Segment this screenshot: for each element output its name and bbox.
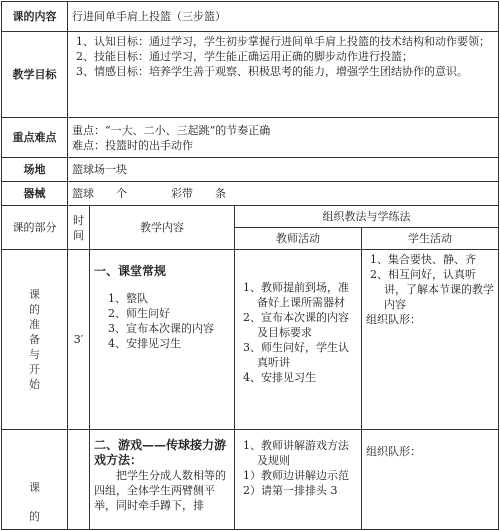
content-item: 4、安排见习生 (108, 337, 181, 350)
value-keypoints (68, 118, 499, 158)
student-item: 1、集合要快、静、齐 (370, 253, 476, 266)
section-title: 二、游戏——传球接力游戏方法： (94, 438, 227, 467)
value-equipment: 篮球 个 彩带 条 (68, 182, 499, 206)
part-char: 备 (29, 333, 40, 346)
keypoint-item: 难点：投篮时的出手动作 (72, 138, 193, 152)
part-char: 始 (29, 378, 40, 391)
teacher-item: 1、教师提前到场，准备好上课所需器材 (243, 281, 349, 309)
row-column-header-1 (2, 206, 499, 228)
label-venue: 场地 (2, 158, 68, 182)
part-char: 课 (29, 288, 40, 301)
section-student (362, 430, 499, 530)
part-char: 开 (29, 363, 40, 376)
part-char: 的 (29, 510, 40, 523)
row-equipment (2, 182, 499, 206)
label-keypoints: 重点难点 (2, 118, 68, 158)
col-part-header: 课的部分 (2, 206, 68, 250)
teacher-item: 4、安排见习生 (243, 371, 316, 384)
value-venue: 篮球场一块 (68, 158, 499, 182)
label-content: 课的内容 (2, 2, 68, 32)
section-student (362, 250, 499, 430)
part-char: 课 (29, 481, 40, 494)
teacher-item: 2、宣布本次课的内容及目标要求 (243, 311, 349, 339)
col-content-header: 教学内容 (90, 206, 235, 250)
section-body: 把学生分成人数相等的四组，全体学生两臂侧平举，同时牵手蹲下，排 (94, 469, 226, 512)
row-keypoints (2, 118, 499, 158)
teacher-item: 1）教师边讲解边示范 (243, 469, 349, 482)
content-item: 1、整队 (108, 292, 148, 305)
section-part (2, 430, 68, 530)
student-note: 组织队形： (366, 445, 421, 458)
content-item: 3、宣布本次课的内容 (108, 322, 214, 335)
row-venue (2, 158, 499, 182)
teacher-item: 3、师生问好，学生认真听讲 (243, 341, 349, 369)
lesson-plan-table (1, 1, 499, 530)
section-content (90, 430, 235, 530)
part-char: 与 (29, 348, 40, 361)
label-goals: 教学目标 (2, 32, 68, 118)
col-teacher-header: 教师活动 (235, 228, 362, 250)
section-row (2, 250, 499, 430)
part-char: 准 (29, 318, 40, 331)
col-org-header: 组织教法与学练法 (235, 206, 499, 228)
row-content (2, 2, 499, 32)
section-teacher (235, 430, 362, 530)
section-time (68, 430, 90, 530)
goal-item: 3、情感目标：培养学生善于观察、积极思考的能力，增强学生团结协作的意识。 (76, 65, 468, 78)
part-char: 的 (29, 303, 40, 316)
section-time: 3′ (68, 250, 90, 430)
goal-item: 1、认知目标：通过学习，学生初步掌握行进间单手肩上投篮的技术结构和动作要领； (76, 35, 490, 48)
label-equipment: 器械 (2, 182, 68, 206)
section-content (90, 250, 235, 430)
student-item: 2、相互问好，认真听讲，了解本节课的教学内容 (370, 268, 494, 311)
section-teacher (235, 250, 362, 430)
student-note: 组织队形： (366, 313, 421, 326)
section-part (2, 250, 68, 430)
section-row (2, 430, 499, 530)
row-goals (2, 32, 499, 118)
section-title: 一、课堂常规 (94, 264, 167, 278)
spacer (94, 279, 230, 291)
col-time-header: 时间 (68, 206, 90, 250)
content-item: 2、师生问好 (108, 307, 170, 320)
keypoint-item: 重点：“一大、二小、三起跳”的节奏正确 (72, 123, 271, 137)
col-student-header: 学生活动 (362, 228, 499, 250)
teacher-item: 1、教师讲解游戏方法及规则 (243, 439, 349, 467)
teacher-item: 2）请第一排排头 3 (243, 484, 338, 497)
goal-item: 2、技能目标：通过学习，学生能正确运用正确的脚步动作进行投篮； (76, 50, 413, 63)
value-goals (68, 32, 499, 118)
value-content: 行进间单手肩上投篮（三步篮） (68, 2, 499, 32)
